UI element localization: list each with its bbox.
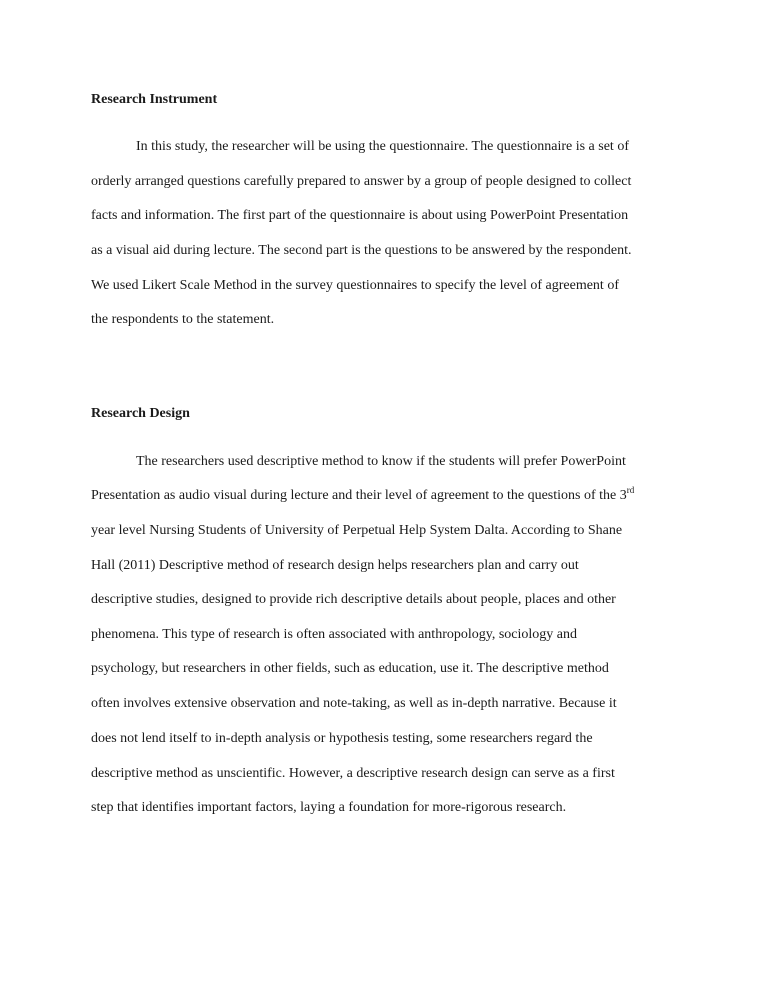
paragraph-line: In this study, the researcher will be using the questionnaire. The questionnaire is a set of [136, 139, 629, 154]
paragraph-line: step that identifies important factors, laying a foundation for more-rigorous research. [91, 800, 567, 815]
paragraph-line: facts and information. The first part of the questionnaire is about using PowerPoint Presentation [91, 208, 629, 223]
paragraph-line: orderly arranged questions carefully prepared to answer by a group of people designed to collect [91, 174, 632, 189]
paragraph-line: year level Nursing Students of University of Perpetual Help System Dalta. According to Shane [91, 523, 623, 538]
paragraph-line [91, 487, 634, 505]
paragraph-line: descriptive studies, designed to provide rich descriptive details about people, places and other [91, 592, 616, 607]
paragraph-line: does not lend itself to in-depth analysis or hypothesis testing, some researchers regard the [91, 731, 593, 746]
paragraph-line: psychology, but researchers in other fields, such as education, use it. The descriptive method [91, 661, 609, 676]
section-heading-research-design: Research Design [91, 406, 190, 421]
paragraph-line: as a visual aid during lecture. The second part is the questions to be answered by the respondent. [91, 243, 632, 258]
paragraph-line: the respondents to the statement. [91, 312, 275, 327]
ordinal-superscript: rd [626, 485, 635, 495]
paragraph-line: descriptive method as unscientific. However, a descriptive research design can serve as a first [91, 766, 615, 781]
paragraph-line: We used Likert Scale Method in the survey questionnaires to specify the level of agreement of [91, 278, 619, 293]
paragraph-line: Hall (2011) Descriptive method of research design helps researchers plan and carry out [91, 558, 579, 573]
paragraph-line: often involves extensive observation and note-taking, as well as in-depth narrative. Because it [91, 696, 617, 711]
paragraph-line: phenomena. This type of research is often associated with anthropology, sociology and [91, 627, 577, 642]
paragraph-line: The researchers used descriptive method to know if the students will prefer PowerPoint [136, 454, 626, 469]
paragraph-line-text: Presentation as audio visual during lecture and their level of agreement to the questions of the 3 [91, 488, 627, 503]
section-heading-research-instrument: Research Instrument [91, 92, 218, 107]
